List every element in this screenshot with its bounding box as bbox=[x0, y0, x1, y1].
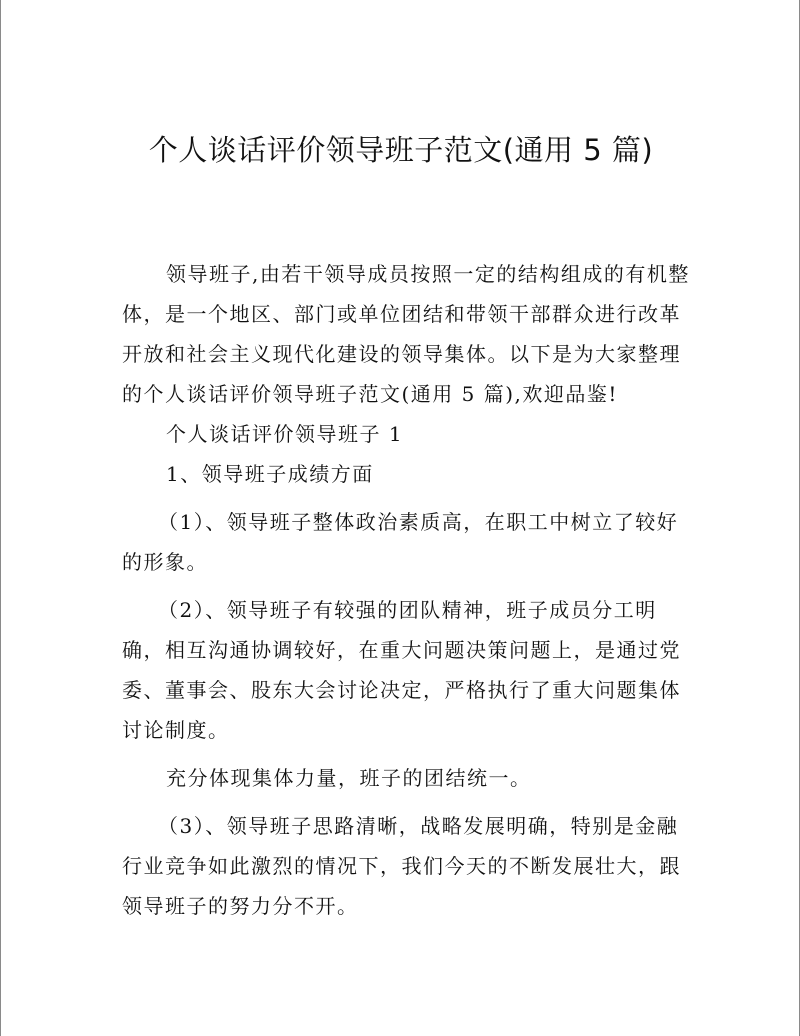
section-heading: 个人谈话评价领导班子 1 bbox=[166, 422, 404, 446]
intro-paragraph: 领导班子,由若干领导成员按照一定的结构组成的有机整体，是一个地区、部门或单位团结和带领干部群众进行改革开放和社会主义现代化建设的领导集体。以下是为大家整理的个人谈话评价领导班子范文(通用 5 篇),欢迎品鉴! bbox=[122, 262, 690, 406]
summary-paragraph: 充分体现集体力量，班子的团结统一。 bbox=[166, 766, 532, 790]
document-body bbox=[122, 254, 690, 926]
point-3-paragraph: （3）、领导班子思路清晰，战略发展明确，特别是金融行业竞争如此激烈的情况下，我们今天的不断发展壮大，跟领导班子的努力分不开。 bbox=[122, 814, 681, 918]
subsection-heading: 1、领导班子成绩方面 bbox=[166, 462, 374, 486]
point-1-paragraph: （1）、领导班子整体政治素质高，在职工中树立了较好的形象。 bbox=[122, 510, 679, 574]
document-title: 个人谈话评价领导班子范文(通用 5 篇) bbox=[148, 133, 654, 167]
point-2-paragraph: （2）、领导班子有较强的团队精神，班子成员分工明确，相互沟通协调较好，在重大问题决策问题上，是通过党委、董事会、股东大会讨论决定，严格执行了重大问题集体讨论制度。 bbox=[122, 598, 681, 742]
